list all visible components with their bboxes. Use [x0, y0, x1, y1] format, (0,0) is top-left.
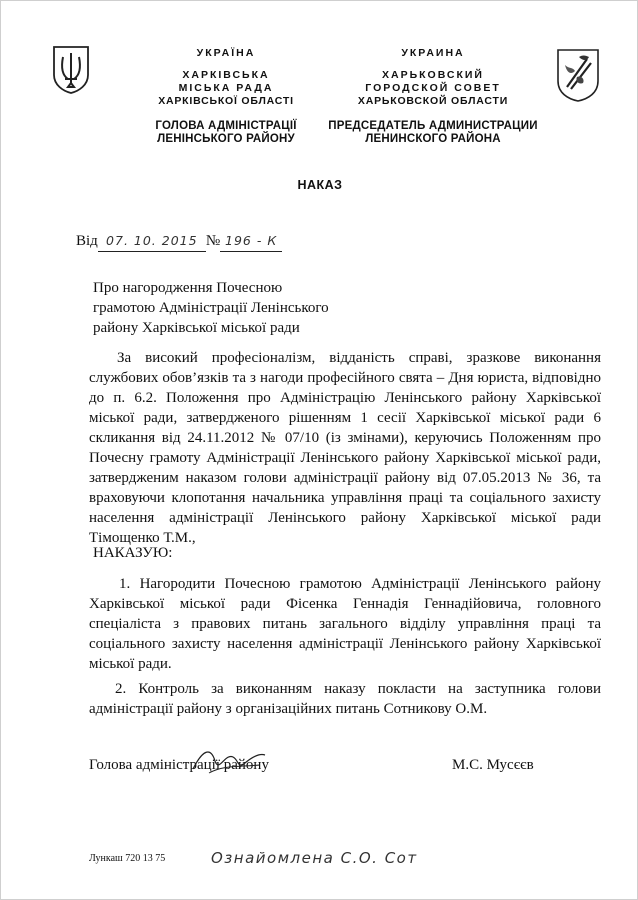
ukraine-trident-emblem-icon — [51, 45, 91, 95]
order-word: НАКАЗУЮ: — [93, 545, 173, 561]
text-line: населення адміністрації Ленінського району Харківської міської ради — [89, 510, 601, 526]
header-right-council-line1: ХАРЬКОВСКИЙ — [382, 69, 484, 81]
date-number-line — [76, 231, 282, 252]
text-line: Почесну грамоту Адміністрації Ленінського району Харківської міської ради, — [89, 450, 601, 466]
order-number-value: 196 - К — [220, 231, 282, 252]
subject-block — [93, 278, 413, 338]
order-item-1 — [89, 574, 601, 674]
text-line: Харківської міської ради Фісенка Геннадія Геннадійовича, головного — [89, 596, 601, 612]
header-left-council-line1: ХАРКІВСЬКА — [182, 69, 270, 81]
header-right-council-line3: ХАРЬКОВСКОЙ ОБЛАСТИ — [357, 95, 509, 107]
date-value: 07. 10. 2015 — [98, 231, 206, 252]
header-right-position-line1: ПРЕДСЕДАТЕЛЬ АДМИНИСТРАЦИИ — [328, 120, 538, 132]
text-line: адміністрації району з організаційних питань Сотникову О.М. — [89, 701, 488, 717]
handwritten-acknowledgement: Ознайомлена С.О. Сот — [211, 849, 418, 867]
text-line: спеціаліста з правових питань загального відділу управління праці та — [89, 616, 601, 632]
kharkiv-coat-of-arms-icon — [555, 47, 601, 103]
subject-line: грамотою Адміністрації Ленінського — [93, 300, 329, 316]
text-line: міської ради. — [89, 656, 172, 672]
date-prefix: Від — [76, 233, 98, 249]
number-prefix: № — [205, 233, 221, 249]
header-left-position-line2: ЛЕНІНСЬКОГО РАЙОНУ — [157, 133, 295, 145]
text-line: 1. Нагородити Почесною грамотою Адміністрації Ленінського району — [119, 576, 601, 592]
header-left-country: УКРАЇНА — [196, 47, 256, 59]
text-line: Тімощенко Т.М., — [89, 530, 196, 546]
subject-line: району Харківської міської ради — [93, 320, 300, 336]
text-line: службових обов’язків та з нагоди професійного свята – Дня юриста, відповідно — [89, 370, 601, 386]
text-line: до п. 6.2. Положення про Адміністрацію Ленінського району Харківської — [89, 390, 601, 406]
text-line: скликання від 24.11.2012 № 07/10 (із змінами), керуючись Положенням про — [89, 430, 601, 446]
handwritten-signature — [189, 743, 269, 777]
text-line: соціального захисту населення адміністрації Ленінського району Харківської — [89, 636, 601, 652]
document-title: НАКАЗ — [297, 178, 343, 192]
text-line: міської ради, затвердженого рішенням 1 сесії Харківської міської ради 6 — [89, 410, 601, 426]
subject-line: Про нагородження Почесною — [93, 280, 283, 296]
order-item-2 — [89, 679, 601, 719]
executor-note: Лункаш 720 13 75 — [89, 853, 166, 864]
text-line: затвердженим наказом голови адміністрації району від 07.05.2013 № 36, та — [89, 470, 601, 486]
header-left-position-line1: ГОЛОВА АДМІНІСТРАЦІЇ — [155, 120, 297, 132]
signature-name: М.С. Мусєєв — [452, 757, 534, 773]
header-left-council-line3: ХАРКІВСЬКОЇ ОБЛАСТІ — [158, 95, 294, 107]
header-left-council-line2: МІСЬКА РАДА — [178, 82, 274, 94]
header-right-position-line2: ЛЕНИНСКОГО РАЙОНА — [365, 133, 501, 145]
text-line: За високий професіоналізм, відданість справі, зразкове виконання — [117, 350, 601, 366]
header-right-country: УКРАИНА — [401, 47, 465, 59]
text-line: 2. Контроль за виконанням наказу покласти на заступника голови — [115, 681, 601, 697]
text-line: враховуючи клопотання начальника управління праці та соціального захисту — [89, 490, 601, 506]
signature-position: Голова адміністрації району — [89, 757, 269, 773]
preamble-paragraph — [89, 348, 601, 548]
header-right-council-line2: ГОРОДСКОЙ СОВЕТ — [365, 82, 501, 94]
